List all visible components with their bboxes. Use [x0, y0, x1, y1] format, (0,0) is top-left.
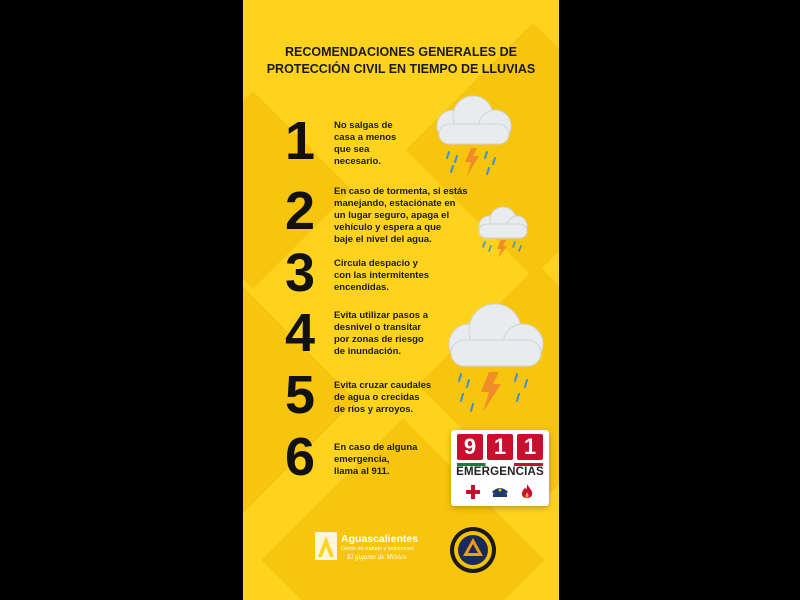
digit: 1 [487, 434, 513, 460]
poster [243, 0, 559, 600]
fire-icon [517, 482, 537, 502]
recommendation-text: Evita cruzar caudales de agua o crecidas de ríos y arroyos. [334, 380, 432, 415]
police-cap-icon [490, 482, 510, 502]
recommendation-text: Evita utilizar pasos a desnivel o transitar por zonas de riesgo de inundación. [334, 310, 428, 357]
title-line-2: PROTECCIÓN CIVIL EN TIEMPO DE LLUVIAS [266, 62, 536, 76]
rain-cloud-icon [471, 204, 535, 260]
brand-slogan: El gigante de México [347, 553, 407, 561]
recommendation-text: En caso de alguna emergencia, llama al 911. [334, 442, 418, 477]
emergency-icons [459, 482, 541, 502]
title-line-1: RECOMENDACIONES GENERALES DE [285, 45, 517, 59]
recommendation-number: 2 [285, 181, 316, 241]
recommendation-number: 4 [285, 303, 316, 363]
brand-tagline: Gente de trabajo y soluciones [341, 546, 414, 552]
brand-name: Aguascalientes [341, 533, 419, 545]
state-emblem-icon [315, 532, 337, 560]
rain-cloud-icon [425, 92, 521, 182]
recommendation-number: 6 [285, 427, 316, 487]
digit: 1 [517, 434, 543, 460]
recommendation-text: Circula despacio y con las intermitentes encendidas. [334, 258, 430, 293]
emergency-label: EMERGENCIAS [456, 466, 544, 478]
red-cross-icon [463, 482, 483, 502]
recommendation-number: 1 [285, 111, 316, 171]
aguascalientes-logo [315, 528, 419, 572]
recommendation-number: 5 [285, 365, 316, 425]
recommendation-text: En caso de tormenta, si estás manejando, estaciónate en un lugar seguro, apaga el vehículo y espera a que baje el nivel del agua. [334, 186, 468, 245]
page-title [251, 44, 551, 78]
recommendation-number: 3 [285, 243, 316, 303]
recommendation-text: No salgas de casa a menos que sea necesario. [334, 120, 397, 167]
rain-cloud-icon [439, 300, 549, 420]
emergency-number [457, 434, 543, 460]
civil-protection-seal-icon [449, 526, 497, 574]
digit: 9 [457, 434, 483, 460]
emergency-911-card [451, 430, 549, 506]
